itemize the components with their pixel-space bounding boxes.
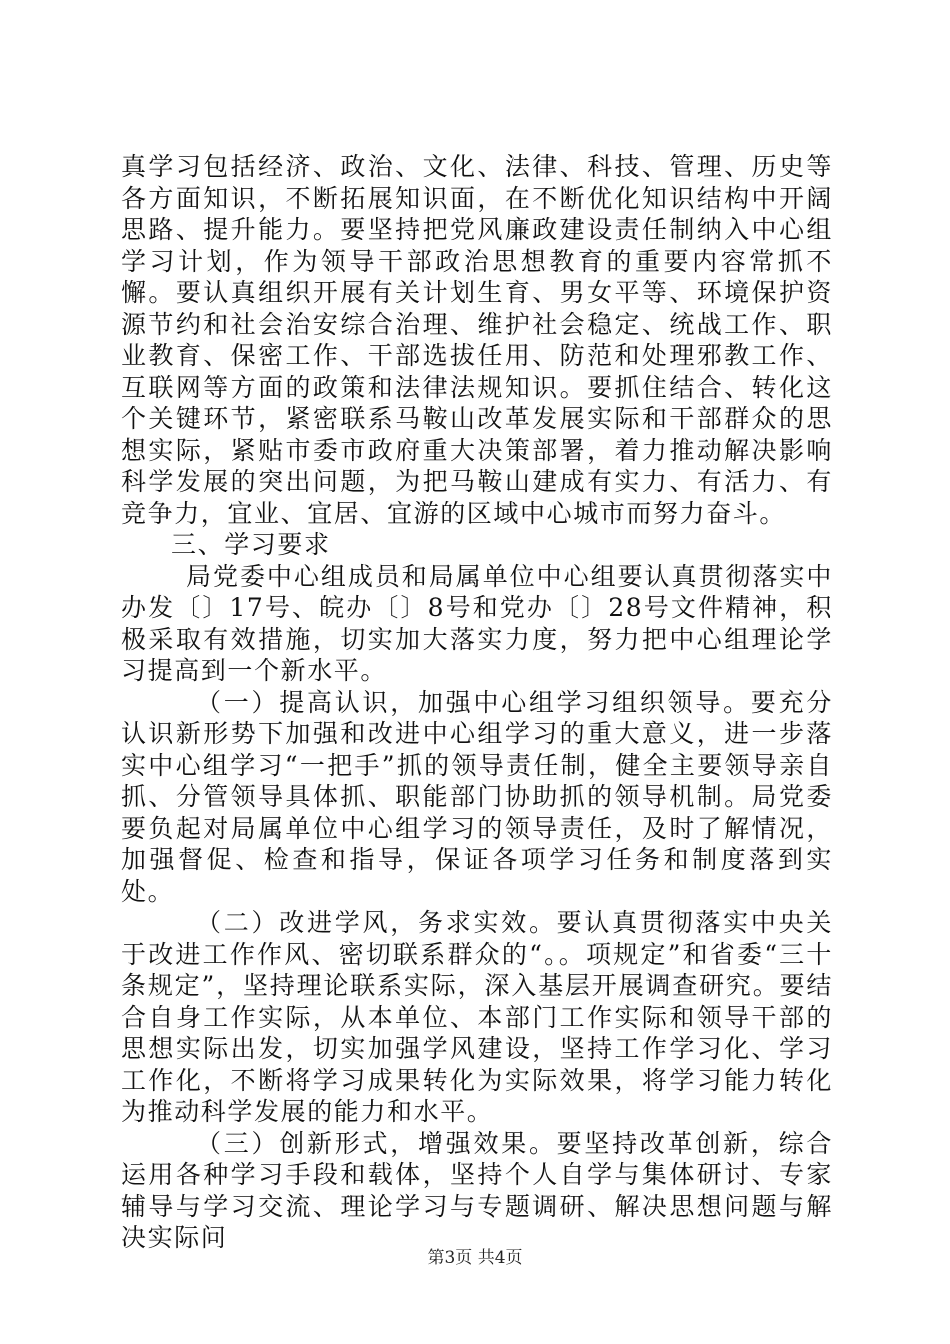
document-body xyxy=(121,151,833,1254)
paragraph-continuation: 真学习包括经济、政治、文化、法律、科技、管理、历史等各方面知识，不断拓展知识面，在不断优化知识结构中开阔思路、提升能力。要坚持把党风廉政建设责任制纳入中心组学习计划，作为领导干部政治思想教育的重要内容常抓不懈。要认真组织开展有关计划生育、男女平等、环境保护资源节约和社会治安综合治理、维护社会稳定、统战工作、职业教育、保密工作、干部选拔任用、防范和处理邪教工作、互联网等方面的政策和法律法规知识。要抓住结合、转化这个关键环节，紧密联系马鞍山改革发展实际和干部群众的思想实际，紧贴市委市政府重大决策部署，着力推动解决影响科学发展的突出问题，为把马鞍山建成有实力、有活力、有竞争力，宜业、宜居、宜游的区域中心城市而努力奋斗。 xyxy=(121,152,833,528)
paragraph-requirement-2: （二）改进学风，务求实效。要认真贯彻落实中央关于改进工作作风、密切联系群众的“。。项规定”和省委“三十条规定”，坚持理论联系实际，深入基层开展调查研究。要结合自身工作实际，从本单位、本部门工作实际和领导干部的思想实际出发，切实加强学风建设，坚持工作学习化、学习工作化，不断将学习成果转化为实际效果，将学习能力转化为推动科学发展的能力和水平。 xyxy=(121,908,833,1126)
paragraph-requirements-intro: 局党委中心组成员和局属单位中心组要认真贯彻落实中办发〔〕17号、皖办〔〕8号和党办〔〕28号文件精神，积极采取有效措施，切实加大落实力度，努力把中心组理论学习提高到一个新水平。 xyxy=(121,561,833,685)
paragraph-requirement-1: （一）提高认识，加强中心组学习组织领导。要充分认识新形势下加强和改进中心组学习的重大意义，进一步落实中心组学习“一把手”抓的领导责任制，健全主要领导亲自抓、分管领导具体抓、职能部门协助抓的领导机制。局党委要负起对局属单位中心组学习的领导责任，及时了解情况，加强督促、检查和指导，保证各项学习任务和制度落到实处。 xyxy=(121,687,833,906)
section-heading-study-requirements: 三、学习要求 xyxy=(171,530,331,559)
page-footer: 第3页 共4页 xyxy=(427,1248,523,1268)
paragraph-requirement-3: （三）创新形式，增强效果。要坚持改革创新，综合运用各种学习手段和载体，坚持个人自学与集体研讨、专家辅导与学习交流、理论学习与专题调研、解决思想问题与解决实际问 xyxy=(121,1128,833,1252)
